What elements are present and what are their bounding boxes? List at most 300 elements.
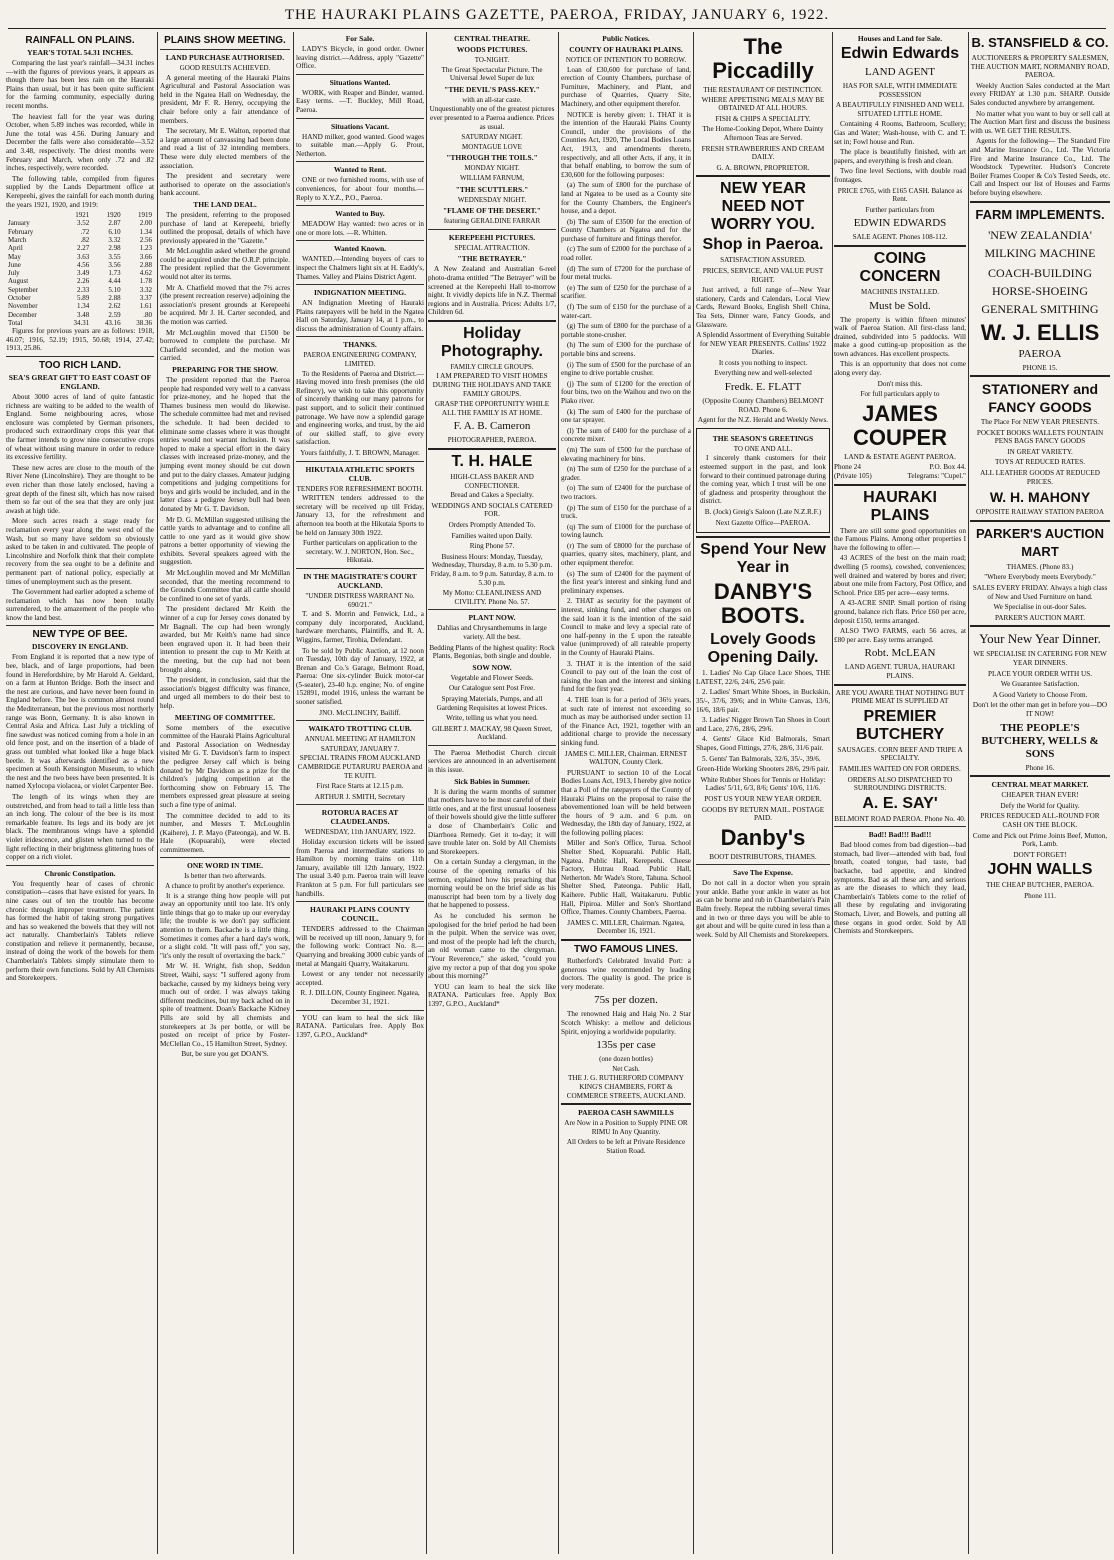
ad-name: JAMES COUPER [852,400,948,450]
ad-text: The renowned Haig and Haig No. 2 Star Scotch Whisky: a mellow and delicious Spirit, enjoying a worldwide popularity. [561,1010,691,1036]
list-item: (c) The sum of £2000 for the purchase of a road roller. [561,245,691,263]
article-text: The secretary, Mr E. Walton, reported that a large amount of canvassing had been done and read a list of 32 intending members. These were duly elected members of the association. [160,127,290,170]
table-cell: 2.26 [77,277,90,286]
ad-text: Don't miss this. [877,379,923,388]
table-cell: 43.16 [104,318,121,327]
divider [296,240,424,241]
column-rule [426,32,427,1554]
article-subtitle: SEA'S GREAT GIFT TO EAST COAST OF ENGLAND. [8,373,152,392]
divider [561,1103,691,1105]
ad-text: Families waited upon Daily. [451,531,533,540]
ad-text: Vegetable and Flower Seeds. [450,673,534,682]
masthead: THE HAURAKI PLAINS GAZETTE, PAEROA, FRIDAY, JANUARY 6, 1922. [284,7,830,23]
ad-title: SOW NOW. [472,662,512,672]
ad-name: Fredk. E. FLATT [724,381,802,394]
ad-title: COING CONCERN [859,249,941,285]
divider [296,1010,424,1011]
ad-subtitle: FAMILY CIRCLE GROUPS. [450,362,534,371]
article-title: Save The Expense. [733,868,793,878]
article-text: Mr D. G. McMillan suggested utilising the cattle yards to advantage and to confine all cattle to one yard as it would give show patrons a better opportunity of viewing the exhibits. Several speakers agreed with the suggestion. [160,515,290,567]
list-item: (q) The sum of £1000 for the purchase of towing launch. [561,522,691,540]
article-text: Some members of the executive committee of the Hauraki Plains Agricultural and Pastoral Association on Wednesday visited Mr G. T. Davidson's farm to inspect the pedigree Jersey calf which is being donated by Mr Davidson as a prize for the children's judging competition at the forthcoming show on February 15. The members expressed great pleasure at seeing such a fine type of animal. [160,723,290,809]
table-cell: 2.56 [139,235,152,244]
ad-subtitle: HIGH-CLASS BAKER AND CONFECTIONER. [450,473,534,490]
notice-subtitle: SATURDAY, JANUARY 7. [320,744,400,753]
ad-text: (Opposite County Chambers) BELMONT ROAD. Phone 6. [702,397,824,414]
divider [834,484,966,486]
divider [834,245,966,247]
table-row [6,269,154,277]
ad-text: PRICES, SERVICE, AND VALUE PUST RIGHT. [702,266,824,284]
ad-text: The place is beautifully finished, with art papers, and everything is fresh and clean. [834,148,966,165]
notice-title: INDIGNATION MEETING. [314,288,406,298]
table-cell: 3.52 [77,219,90,228]
table-cell: 1919 [138,211,152,220]
notice-lead: Loan of £30,600 for purchase of land, erection of County Chambers, purchase of Furniture, Machinery, and Plant, and purchase of Quarries, Quarry Site, Machinery, and other equipment therefor. [561,65,691,108]
ad-text: The Great Spectacular Picture. The Universal Jewel Super de lux [441,65,543,83]
divider [970,625,1110,627]
section-heading: PREPARING FOR THE SHOW. [172,365,278,374]
article-text: From England it is reported that a new type of bee, black, and of large proportions, had been found in Herefordshire, by Mr Harold A. Geldard, on a farm at Hunton Bridge. Both the insect and the nest are curious, and have never been found in England before. The bee is common almost round the Mediterranean, but the previous most northerly range was Bonn, Germany. It is also known in Central Asia and Africa. Last July a trickling of fine sawdust was noticed coming from a hole in an old fence post, and on the insertion of a blade of grass out tumbled what looked like a huge black beetle. It was afterwards identified as a new specimen at South Kensington Museum, to which the nest and the two bees have been presented. It is named Xylocopa violacea, or violet Carpenter Bee. [6,653,154,791]
contact-row [834,463,966,472]
column-7 [834,32,966,1556]
classified-ad: MEADOW Hay wanted: two acres or in one or more lots. —R. Whitten. [296,220,424,237]
ad-price: PRICE £765, with £165 CASH. Balance as Rent. [837,186,963,204]
column-rule [293,32,294,1554]
column-1 [6,32,154,1556]
ad-subtitle: Lovely Goods Opening Daily. [707,631,819,667]
ad-text: FAMILIES WAITED ON FOR ORDERS. [839,764,961,773]
notice-title: ROTORUA RACES AT CLAUDELANDS. [321,808,399,827]
article-title: PLAINS SHOW MEETING. [164,35,286,46]
ad-text: The property is within fifteen minutes' walk of Paeroa Station. All first-class land, drained, subdivided into 5 paddocks. Will make a good cutting-up proposition as the town advances. Has excellent prospects. [834,315,966,358]
list-item: (r) The sum of £8000 for the purchase of quarries, quarry sites, machinery, plant, and other equipment therefor. [561,541,691,568]
ad-text: MONDAY NIGHT. [464,164,520,173]
ad-text: BOOT DISTRIBUTORS, THAMES. [709,852,817,861]
ad-subtitle: 'NEW ZEALANDIA' MILKING MACHINE [984,227,1096,260]
notice-subtitle: ANNUAL MEETING AT HAMILTON [304,735,416,744]
ad-text: Orders Promptly Attended To. [448,521,536,529]
ad-name: THE PEOPLE'S BUTCHERY, WELLS & SONS [981,721,1099,760]
ad-text: Next Gazette Office—PAEROA. [715,518,811,527]
ad-text: I sincerely thank customers for their esteemed support in the past, and look forward to their continued patronage during the coming year, which I trust will be one of gladness and prosperity throughout the district. [700,454,826,506]
ad-title: FARM IMPLEMENTS. [975,206,1105,222]
table-cell: 38.36 [136,318,152,327]
table-cell: December [8,310,37,319]
ad-title: Your New Year Dinner. [979,631,1101,647]
ad-title: Holiday Photography. [441,324,543,360]
ad-name: F. A. B. Cameron [453,420,531,433]
notice-text: PURSUANT to section 10 of the Local Bodies Loans Act, 1913, I hereby give notice that a Poll of the ratepayers of the County of Hauraki Plains on the proposal to raise the abovementioned loan will be held between the hours of 9 a.m. and 6 p.m. on Wednesday, the 18th day of January, 1922, at the following polling places: [561,768,691,837]
notice-title: IN THE MAGISTRATE'S COURT AUCKLAND. [303,571,417,590]
column-5 [561,32,691,1556]
notice-title: HAURAKI PLAINS COUNTY COUNCIL. [309,905,410,924]
article-subtitle: A chance to profit by another's experience. [165,882,285,891]
ad-text: A 43-ACRE SNIP. Small portion of rising ground, balance rich flats. Price £60 per acre, deposit £150, terms arranged. [834,599,966,625]
ad-text: SATURDAY NIGHT. [461,133,523,142]
table-row [6,311,154,319]
ad-text: The Home-Cooking Depot, Where Dainty Afternoon Teas are Served. [702,125,824,142]
ad-text: featuring GERALDINE FARRAR [443,217,541,226]
ad-text: SAUSAGES. CORN BEEF AND TRIPE A SPECIALTY. [837,745,963,763]
divider [296,901,424,902]
divider [296,118,424,119]
notice-title: HIKUTAIA ATHLETIC SPORTS CLUB. [305,464,415,483]
divider [160,49,290,50]
divider [296,161,424,162]
article-title: ONE WORD IN TIME. [187,861,263,871]
ad-text: Spraying Materials, Pumps, and all Gardening Requisites at lowest Prices. [436,694,548,712]
column-8 [970,32,1110,1556]
divider [696,536,830,538]
list-item: 3. Ladies' Nigger Brown Tan Shoes in Court and Lace, 27/6, 28/6, 29/6. [696,716,830,733]
ad-text: "Where Everybody meets Everybody." [984,573,1096,582]
table-row [6,253,154,261]
list-item: 5. Gents' Tan Balmorals, 32/6, 35/-, 39/6. [702,754,821,763]
table-cell: 2.88 [108,294,121,303]
ad-text: Agent for the N.Z. Herald and Weekly News. [697,416,829,425]
list-item: (f) The sum of £150 for the purchase of a water-cart. [561,303,691,320]
ad-text: ALSO TWO FARMS, each 56 acres, at £80 per acre. Easy terms arranged. [834,627,966,644]
table-cell: 3.32 [108,235,121,244]
ad-text: Unquestionably one of the greatest pictures ever presented to a Paeroa audience. Prices as usual. [429,105,555,131]
article-text: Mr McLoughlin moved and Mr McMillan seconded, that the meeting recommend to the Grounds Committee that all cattle should be confined to one set of yards. [160,569,290,603]
ad-text: All Orders to be left at Private Residence Station Road. [566,1138,686,1155]
ad-name: JOHN WALLS [987,861,1093,879]
ad-title: PLANT NOW. [468,613,516,623]
table-cell: 1.61 [139,302,152,311]
ad-text: CHEAPER THAN EVER! [1001,791,1079,800]
article-title: RAINFALL ON PLAINS. [25,35,135,46]
ad-text: Net Cash. [612,1064,640,1073]
table-row [6,244,154,252]
ad-text: Green-Hide Working Shooters 28/6, 29/6 pair. [696,765,830,774]
ad-text: It costs you nothing to inspect. [718,358,808,367]
article-text: The president, in conclusion, said that the association's biggest difficulty was finance, and urged all members to do their best to help. [160,676,290,710]
ad-text: THE CHEAP BUTCHER, PAEROA. [986,881,1094,890]
classified-heading: For Sale. [345,34,375,43]
table-cell: .82 [80,235,90,244]
column-6 [696,32,830,1556]
ad-text: The Place For NEW YEAR PRESENTS. [980,418,1100,427]
divider [296,804,424,805]
article-text: The president reported that the Paeroa people had responded very well to a canvass for prize-money, and he hoped that the Thames business men would do likewise. The schedule committee had met and revised the schedule. It had been decided to eliminate some classes where it was thought entries would not warrant inclusion. It was hoped to make a special effort in the dairy classes with increased prize-money, and the jumping event money should be cut down and put to the dairy classes. Amateur judging competitions and judging competitions for boys and girls would be included, and in the latter class a pedigree Jersey bull had been donated by Mr G. T. Davidson. [160,376,290,513]
classified-heading: Houses and Land for Sale. [857,34,943,43]
ad-text: Bedding Plants of the highest quality: Rock Plants, Begonias, both single and double. [429,643,555,661]
ad-text: LAND AGENT. TURUA, HAURAKI PLAINS. [844,663,956,680]
ad-text: This is an opportunity that does not come along every day. [834,360,966,378]
ad-subtitle: Must be Sold. [869,299,931,312]
ad-text: Don't let the other man get in before you—DO IT NOW! [972,701,1108,718]
ad-title: STATIONERY and FANCY GOODS [981,381,1099,416]
article-text: It is a strange thing how people will put away an opportunity until too late. It's only little things that go to make up our everyday life; the trouble is we don't pay sufficient attention to them. Backache is a little thing. Sometimes it comes after a hard day's work, or a slight cold. "It will pass off," you say, "it's only the result of overtaxing the back." [160,891,290,960]
ad-title: TWO FAMOUS LINES. [574,944,678,955]
classified-ad: ONE or two furnished rooms, with use of conveniences, for about four months.—Reply to X.Y.Z., P.O., Paeroa. [296,176,424,202]
notice-text: NOTICE is hereby given: 1. THAT it is the intention of the Hauraki Plains County Council, under the provisions of the Counties Act, 1920, The Local Bodies Loans Act, 1913, and amendments thereto, respectively, and all other Acts, if any, it in that behalf enabling, to borrow the sum of £30,600 for the following purposes: [561,110,691,179]
table-cell: May [8,252,21,261]
article-text: Mr W. H. Wright, fish shop, Seddon Street, Waihi, says: "I suffered agony from backache, caused by my kidneys being very much out of order. I was always taking different medicines, but my back ached on in spite of treatment. Doan's Backache Kidney Pills are sold by all chemists and storekeepers at 3s per bottle, or will be posted on receipt of price by Foster-McClellan Co., 15 Hamilton Street, Sydney. [160,962,290,1048]
classified-heading: Wanted to Buy. [335,209,385,219]
ad-text: POST US YOUR NEW YEAR ORDER. [704,794,822,803]
ad-text: Ring Phone 57. [469,542,515,551]
notice-title: WAIKATO TROTTING CLUB. [308,724,412,734]
film-title: "THROUGH THE TOILS." [446,153,538,163]
ad-text: WEDNESDAY NIGHT. [457,195,527,204]
ad-text: FRESH STRAWBERRIES AND CREAM DAILY. [701,144,825,162]
ad-text: MONTAGUE LOVE [462,142,522,151]
table-cell: September [8,285,38,294]
notice-signature: Further particulars on application to the secretary. W. J. NORTON, Hon. Sec., Hikutaia. [303,539,417,565]
article-text: The committee decided to add to its number, and Messrs T. McLoughlin (Kaihere), J. P. Mayo (Pateonga), and W. B. Hale (Kopuarahi), were elected committeemen. [160,811,290,854]
list-item: (s) The sum of £2400 for the payment of the first year's interest and sinking fund and preliminary expenses. [561,569,691,595]
contact-row [834,472,966,481]
ad-text: A New Zealand and Australian 6-reel photo-drama entitled "The Betrayer" will be screened at the Kerepeehi Hall to-morrow night. It vividly depicts life in N.Z. Thermal regions and in Australia. Prices: Adults 1/7, Children 6d. [428,265,556,317]
notice-signature: Yours faithfully, J. T. BROWN, Manager. [300,449,420,457]
table-row [6,286,154,294]
article-text: These new acres are close to the mouth of the River Nene (Lincolnshire). They are thought to be even richer than those lately enclosed, having a great depth of the finest silt, which has now raised them so far out of the sea that they are only just awash at high tide. [6,463,154,515]
ad-name: W. H. MAHONY [989,489,1091,506]
ad-text: There are still some good opportunities on the Famous Plains. Among other properties I have the following to offer:— [834,526,966,552]
ad-subtitle: MACHINES INSTALLED. [861,287,939,296]
column-rule [558,32,559,1554]
section-heading: MEETING OF COMMITTEE. [174,712,276,722]
ad-text: Our Catalogue sent Post Free. [448,684,536,693]
table-row [6,228,154,236]
list-item: (j) The sum of £1200 for the erection of four bins, two on the Waihou and two on the Piako river. [561,379,691,405]
film-title: "THE SCUTTLERS." [455,184,529,194]
article-title: NEW TYPE OF BEE. [32,629,128,641]
divider [696,864,830,865]
divider [296,568,424,569]
divider [428,320,556,322]
table-row [6,211,154,219]
ad-text: Rutherford's Celebrated Invalid Port: a generous wine recommended by leading doctors. The quality is good. The price is very moderate. [561,957,691,991]
table-cell: 2.33 [77,285,90,294]
ad-text: WILLIAM FARNUM, [459,173,525,182]
table-cell: March [8,235,27,244]
ad-name: Robt. McLEAN [864,647,936,660]
ad-text: LAND & ESTATE AGENT PAEROA. [844,452,956,461]
column-rule [157,32,158,1554]
ad-text: Containing 4 Rooms, Bathroom, Scullery; Gas and Water; Wash-house, with C. and T. set in; Fowl house and Run. [834,120,966,146]
table-row [6,319,154,327]
ad-name: The Piccadilly [712,34,814,83]
list-item: (a) The sum of £800 for the purchase of land at Ngatea to be used as a County site for the County Chambers, the Engineer's house, and a depot. [561,181,691,216]
table-cell: February [8,227,34,236]
ad-title: PAEROA CASH SAWMILLS [578,1108,674,1118]
ad-text: SATISFACTION ASSURED. [720,256,806,265]
table-cell: 2.98 [108,244,121,253]
table-cell: 3.49 [77,269,90,278]
ad-text: Business Hours: Monday, Tuesday, Wednesday, Thursday, 8 a.m. to 5.30 p.m. Friday, 8 a.m. to 9 p.m. Saturday, 8 a.m. to 5.30 p.m. [430,552,554,587]
ad-text: IN GREAT VARIETY. [1007,447,1073,456]
ad-name: PREMIER BUTCHERY [855,707,945,743]
ad-text: PHOTOGRAPHER, PAEROA. [447,436,537,445]
ad-text: Bread and Cakes a Specialty. [450,491,534,500]
notice-signature: ARTHUR J. SMITH, Secretary [314,792,406,801]
table-cell: 2.87 [108,219,121,228]
divider [428,448,556,450]
article-text: But, be sure you get DOAN'S. [181,1050,269,1059]
list-item: 4. Gents' Glace Kid Balmorals, Smart Shapes, Good Fittings, 27/6, 28/6, 31/6 pair. [696,735,830,752]
classified-ad: HAND milker, good wanted. Good wages to suitable man.—Apply G. Prout, Netherton. [296,132,424,158]
table-row [6,236,154,244]
divider [296,74,424,75]
notice-text: TENDERS addressed to the Chairman will be received up till noon, January 9, for the following work: Contract No. 8.—Quarrying and breaking 3000 cubic yards of metal at Mangaiti Quarry, Waitakaruru. [296,925,424,968]
ad-name: T. H. HALE [451,453,533,471]
table-cell: 1.73 [108,269,121,278]
ad-text: WHERE APPETISING MEALS MAY BE OBTAINED AT ALL HOURS. [701,95,825,113]
divider [6,865,154,866]
article-text: As he concluded his sermon he apologised for the brief period he had been in the pulpit. When the service was over, and most of the people had left the church, an old woman came to the clergyman. "Your Reverence," she asked, "could you give my rector a pup of that dog you spoke about this morning?" [428,911,556,981]
article-text: Mr A. Chatfield moved that the 7½ acres (the present recreation reserve) adjoining the association's present grounds at Kerepeehi be acquired. Mr J. H. Carter seconded, and the motion was carried. [160,283,290,327]
notice-text: First Race Starts at 12.15 p.m. [316,782,404,791]
table-cell: 3.56 [108,260,121,269]
article-text: The Government had earlier adopted a scheme of reclamation which has now been totally surrendered, to the amazement of the people who know the land best. [6,588,154,622]
ad-name: GILBERT J. MACKAY, 98 Queen Street, Auckland. [431,724,553,742]
table-cell: April [8,244,23,253]
film-title: "THE DEVIL'S PASS-KEY." [444,84,540,94]
ad-text: DON'T FORGET! [1013,850,1067,859]
list-item: (d) The sum of £7200 for the purchase of four metal trucks. [561,264,691,282]
divider [834,826,966,827]
table-cell: June [8,260,21,269]
phone-text: Phone 24 [834,463,861,472]
table-cell: 5.89 [77,294,90,303]
divider [561,939,691,941]
ad-subtitle: TO ONE AND ALL. [733,444,793,453]
notice-text: Holiday excursion tickets will be issued from Paeroa and intermediate stations to Hamilton by morning trains on 11th January, available till 12th January, 1922. The usual 3.40 p.m. Paeroa train will leave Frankton at 5 p.m. For full particulars see handbills. [296,838,424,898]
classified-ad: WORK, with Reaper and Binder, wanted. Easy terms. —T. Buckley, Mill Road, Paeroa. [296,88,424,114]
notice-title: THANKS. [343,340,377,350]
ad-text: G. A. BROWN, PROPRIETOR. [716,163,810,172]
ad-text: BELMONT ROAD PAEROA. Phone No. 40. [834,814,966,823]
article-title: Bad!! Bad!!! Bad!!! [868,830,932,840]
ad-text: GOODS BY RETURN MAIL. POSTAGE PAID. [701,805,825,823]
divider [970,775,1110,777]
ad-subtitle: COACH-BUILDING HORSE-SHOEING GENERAL SMITHING [981,265,1099,316]
notice-text: To the Residents of Paeroa and District.—Having moved into fresh premises (the old Refinery), we wish to take this opportunity of sincerely thanking our many patrons for past support, and to solicit their continued patronage. We have now a splendid garage and engineering works, and trust, by the aid of our skilled staff, to give every satisfaction. [296,369,424,447]
ad-subtitle: Shop in Paeroa. [702,236,824,254]
ad-title: NEW YEAR NEED NOT WORRY YOU. [711,180,815,234]
ad-name: B. STANSFIELD & CO. [971,35,1109,50]
ad-text: PAEROA [1018,347,1062,360]
article-text: The following table, compiled from figures supplied by the Lands Department office at Kerepeehi, gives the rainfall for each month during the years 1921, 1920, and 1919: [6,174,154,209]
article-text: Figures for previous years are as follows: 1918, 46.07; 1916, 52.19; 1915, 50.68; 1914, 27.42; 1913, 25.86. [6,327,154,353]
article-title: Sick Babies in Summer. [454,776,530,786]
table-cell: 4.44 [108,277,121,286]
table-cell: 2.59 [108,310,121,319]
ad-text: We Guarantee Satisfaction. [1000,680,1080,689]
divider [696,175,830,177]
classified-heading: Public Notices. [602,34,650,43]
table-row [6,219,154,227]
ad-title: KEREPEEHI PICTURES. [448,232,536,242]
table-cell: 5.10 [108,285,121,294]
ad-text: White Rubber Shoes for Tennis or Holiday: Ladies' 5/11, 6/3, 8/6; Gents' 10/6, 11/6. [700,775,826,793]
ad-text: TO-NIGHT. [474,56,510,64]
divider [970,375,1110,377]
ad-text: For full particulars apply to [860,390,940,399]
column-rule [968,32,969,1554]
ad-text: SALES EVERY FRIDAY. Always a high class of New and Used Furniture on hand. [972,584,1108,601]
table-cell: 3.55 [108,252,121,261]
article-text: It is during the warm months of summer that mothers have to be most careful of their little ones, and at the first unusual looseness of their bowels should give the little sufferer a dose of Chamberlain's Colic and Diarrhoea Remedy. Get it to-day; it will save trouble later on. Sold by All Chemists and Storekeepers. [428,787,556,856]
ad-text: ALL LEATHER GOODS AT REDUCED PRICES. [980,469,1100,486]
classified-ad: LADY'S Bicycle, in good order. Owner leaving district.—Address, apply "Gazette" Office. [296,45,424,71]
article-text: Bad blood comes from bad digestion—bad stomach, bad liver—attended with bad, foul breath, coated tongue, bad taste, bad backache, bad appetite, and kindred symptoms. Bad as all these are, and serious as are the diseases to which they lead, Chamberlain's Tablets come to the relief of all these by regulating and invigorating Stomach, Liver, and Bowels, and putting all these organs in good order. Sold by All Chemists and Storekeepers. [834,841,966,936]
ad-price: 75s per dozen. [594,994,658,1007]
ad-title: THE SEASON'S GREETINGS [712,433,814,443]
ad-name: B. (Jock) Greig's Saloon (Late N.Z.R.F.) [704,508,822,516]
masthead-rule [8,28,1106,29]
table-row [6,261,154,269]
ad-text: Just arrived, a full range of—New Year stationery, Cards and Calendars, Local View Cards, Reward Books, English Shell China, Tea Sets, Dinner ware, Fancy Goods, and Glassware. [696,286,830,329]
ad-text: THAMES. (Phone 83.) [1006,562,1074,571]
notice-text: 4. THE loan is for a period of 36½ years, at such rate of interest not exceeding so much as may be authorised under section 11 of the Finance Act, 1921, together with an additional charge to provide the necessary sinking fund. [561,695,691,747]
table-cell: .80 [143,310,152,319]
ad-price: 135s per case [596,1039,656,1052]
ad-text: ORDERS ALSO DISPATCHED TO SURROUNDING DISTRICTS. [847,775,953,793]
table-cell: 1.34 [77,302,90,311]
ad-text: PARKER'S AUCTION MART. [994,613,1086,622]
ad-text: WE SPECIALISE IN CATERING FOR NEW YEAR DINNERS. [973,650,1107,667]
ad-subtitle: WOODS PICTURES. [456,45,528,54]
ad-text: Defy the World for Quality. [1000,801,1080,810]
ad-text: PLACE YOUR ORDER WITH US. [987,669,1093,678]
article-text: Comparing the last year's rainfall—34.31 inches—with the figures of previous years, it appears as though there has been less rain on the Hauraki Plains than usual, but it has been quite sufficient for the farming community, especially during recent months. [6,59,154,110]
notice-signature: JAMES C. MILLER, Chairman. Ngatea, December 16, 1921. [567,918,685,936]
ad-name: A. E. SAY' [862,794,938,812]
table-cell: October [8,294,31,303]
ad-text: PHONE 15. [1022,363,1058,372]
list-item: (e) The sum of £250 for the purchase of a scarifier. [561,283,691,301]
ad-text: I AM PREPARED TO VISIT HOMES DURING THE HOLIDAYS AND TAKE FAMILY GROUPS. [432,372,552,398]
article-text: Mr McLoughlin moved that £1500 be borrowed to complete the purchase. Mr Chatfield seconded, and the motion was carried. [160,328,290,363]
ad-text: A Good Variety to Choose From. [992,690,1088,699]
ad-name: W. J. ELLIS [980,319,1100,345]
ad-text: Are Now in a Position to Supply PINE OR RIMU In Any Quantity. [564,1119,688,1136]
ad-text: Everything new and well-selected [714,369,812,378]
ad-text: HAS FOR SALE, WITH IMMEDIATE POSSESSION [842,82,958,99]
ad-name: THE J. G. RUTHERFORD COMPANY KING'S CHAMBERS, FORT & COMMERCE STREETS, AUCKLAND. [566,1074,686,1100]
ad-text: GRASP THE OPPORTUNITY WHILE ALL THE FAMILY IS AT HOME. [434,400,550,417]
table-cell: 3.48 [77,310,90,319]
article-subtitle: LAND PURCHASE AUTHORISED. [165,53,285,62]
column-3 [296,32,424,1556]
divider [296,284,424,285]
divider [296,461,424,462]
ad-text: A BEAUTIFULLY FINISHED AND WELL SITUATED LITTLE HOME. [835,101,965,118]
ad-text: POCKET BOOKS WALLETS FOUNTAIN PENS BAGS FANCY GOODS [976,428,1104,446]
ad-text: ARE YOU AWARE THAT NOTHING BUT PRIME MEAT IS SUPPLIED AT [835,688,965,706]
article-text: The heaviest fall for the year was during October, when 5.89 inches was recorded, while in June the total was 4.56. During January and December the falls were also considerable—3.52 and 3.48, respectively. The driest months were February and March, when only .72 and .82 inches, respectively, were recorded. [6,112,154,173]
ad-text: Phone 16. [1025,763,1055,772]
divider [296,336,424,337]
article-text: Mr McLoughlin asked whether the ground could be acquired under the O.R.P. principle. The president replied that the Government would not alter its terms. [160,247,290,282]
ad-text: Two fine level Sections, with double road frontages. [834,167,966,184]
list-item: 1. Ladies' No Cap Glace Lace Shoes, THE LATEST, 22/6, 24/6, 25/6 pair. [696,669,830,686]
ad-text: No matter what you want to buy or sell call at The Auction Mart first and discuss the business with us. WE GET THE RESULTS. [970,109,1110,135]
table-cell: July [8,269,20,278]
column-rule [832,32,833,1554]
section-heading: THE LAND DEAL. [193,199,257,209]
divider [428,609,556,610]
ad-text: (one dozen bottles) [599,1055,653,1064]
table-cell: 2.62 [108,302,121,311]
table-cell: 1920 [106,211,121,220]
notice-subtitle: TENDERS FOR REFRESHMENT BOOTH. [296,484,424,493]
